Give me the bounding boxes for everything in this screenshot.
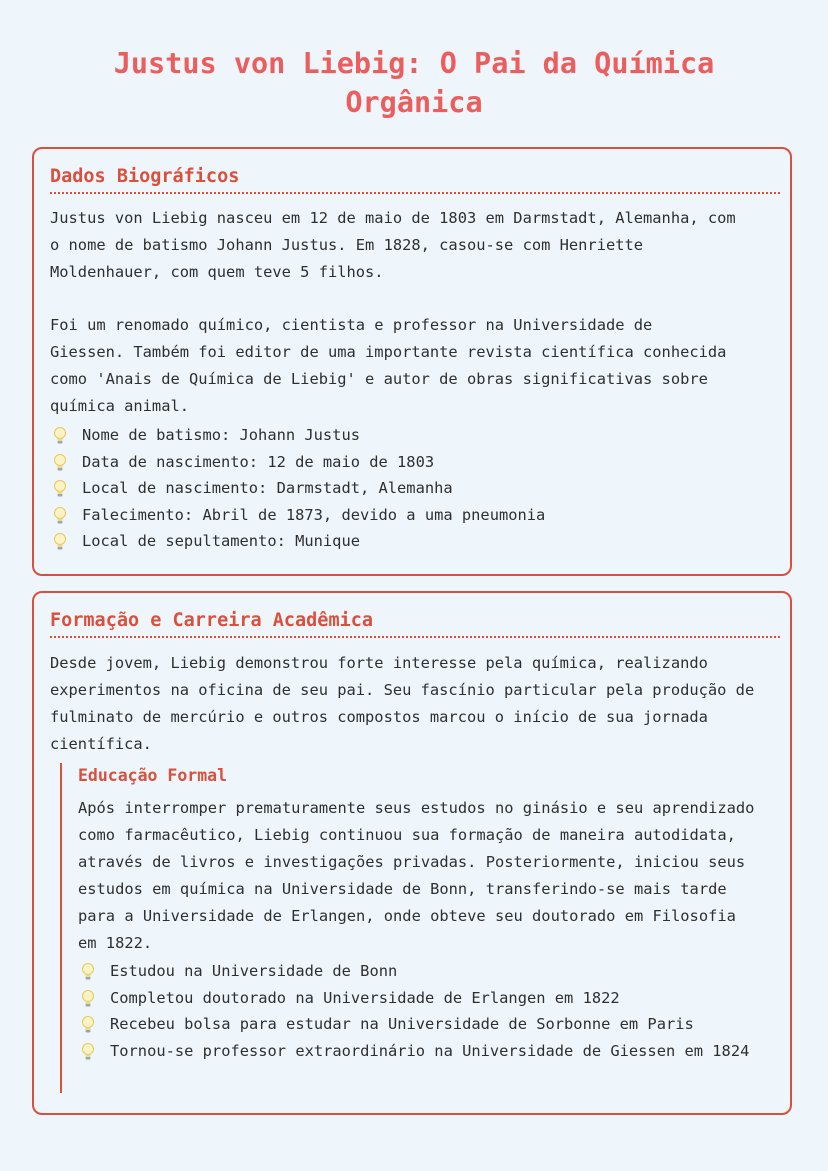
fact-text: Local de sepultamento: Munique	[82, 532, 360, 551]
fact-text: Falecimento: Abril de 1873, devido a uma pneumonia	[82, 505, 546, 524]
list-item	[50, 423, 770, 447]
lightbulb-icon	[80, 989, 96, 1009]
fact-text: Estudou na Universidade de Bonn	[110, 962, 398, 980]
lightbulb-icon	[52, 506, 68, 526]
fact-text: Tornou-se professor extraordinário na Universidade de Giessen em 1824	[110, 1041, 750, 1060]
fact-text: Data de nascimento: 12 de maio de 1803	[82, 452, 435, 471]
fact-text: Local de nascimento: Darmstadt, Alemanha	[82, 479, 453, 498]
lightbulb-icon	[52, 479, 68, 499]
biographical-facts-list	[50, 423, 770, 556]
lightbulb-icon	[52, 532, 68, 552]
fact-text: Nome de batismo: Johann Justus	[82, 426, 360, 444]
lightbulb-icon	[52, 426, 68, 446]
paragraph: Justus von Liebig nasceu em 12 de maio de 1803 em Darmstadt, Alemanha, com o nome de batismo Johann Justus. Em 1828, casou-se com Henriette Moldenhauer, com quem teve 5 filhos.	[50, 209, 736, 281]
fact-text: Recebeu bolsa para estudar na Universidade de Sorbonne em Paris	[110, 1015, 694, 1034]
list-item	[78, 1012, 768, 1036]
list-item	[50, 476, 770, 500]
lightbulb-icon	[52, 453, 68, 473]
list-item	[50, 503, 770, 527]
list-item	[50, 450, 770, 474]
lightbulb-icon	[80, 1015, 96, 1035]
paragraph: Após interromper prematuramente seus estudos no ginásio e seu aprendizado como farmacêutico, Liebig continuou sua formação de maneira autodidata, através de livros e investigações privadas. Posteriormente, iniciou seus estudos em química na Universidade de Bonn, transferindo-se mais tarde para a Universidade de Erlangen, onde obteve seu doutorado em Filosofia em 1822.	[78, 799, 755, 952]
education-facts-list	[78, 959, 768, 1065]
section-heading: Formação e Carreira Acadêmica	[50, 609, 780, 638]
section-heading: Dados Biográficos	[50, 165, 780, 194]
fact-text: Completou doutorado na Universidade de Erlangen em 1822	[110, 988, 620, 1007]
education-career-section	[32, 591, 792, 1115]
page-title: Justus von Liebig: O Pai da Química Orgânica	[113, 47, 715, 119]
paragraph: Desde jovem, Liebig demonstrou forte interesse pela química, realizando experimentos na oficina de seu pai. Seu fascínio particular pela produção de fulminato de mercúrio e outros compostos marcou o início de sua jornada científica.	[50, 654, 755, 753]
biographical-data-section	[32, 147, 792, 576]
list-item	[78, 959, 768, 983]
list-item	[78, 986, 768, 1010]
subsection-heading: Educação Formal	[78, 766, 228, 785]
paragraph: Foi um renomado químico, cientista e professor na Universidade de Giessen. Também foi editor de uma importante revista científica conhecida como 'Anais de Química de Liebig' e autor de obras significativas sobre química animal.	[50, 316, 727, 415]
list-item	[78, 1039, 768, 1063]
list-item	[50, 529, 770, 553]
lightbulb-icon	[80, 962, 96, 982]
formal-education-subsection	[60, 763, 784, 1093]
lightbulb-icon	[80, 1042, 96, 1062]
